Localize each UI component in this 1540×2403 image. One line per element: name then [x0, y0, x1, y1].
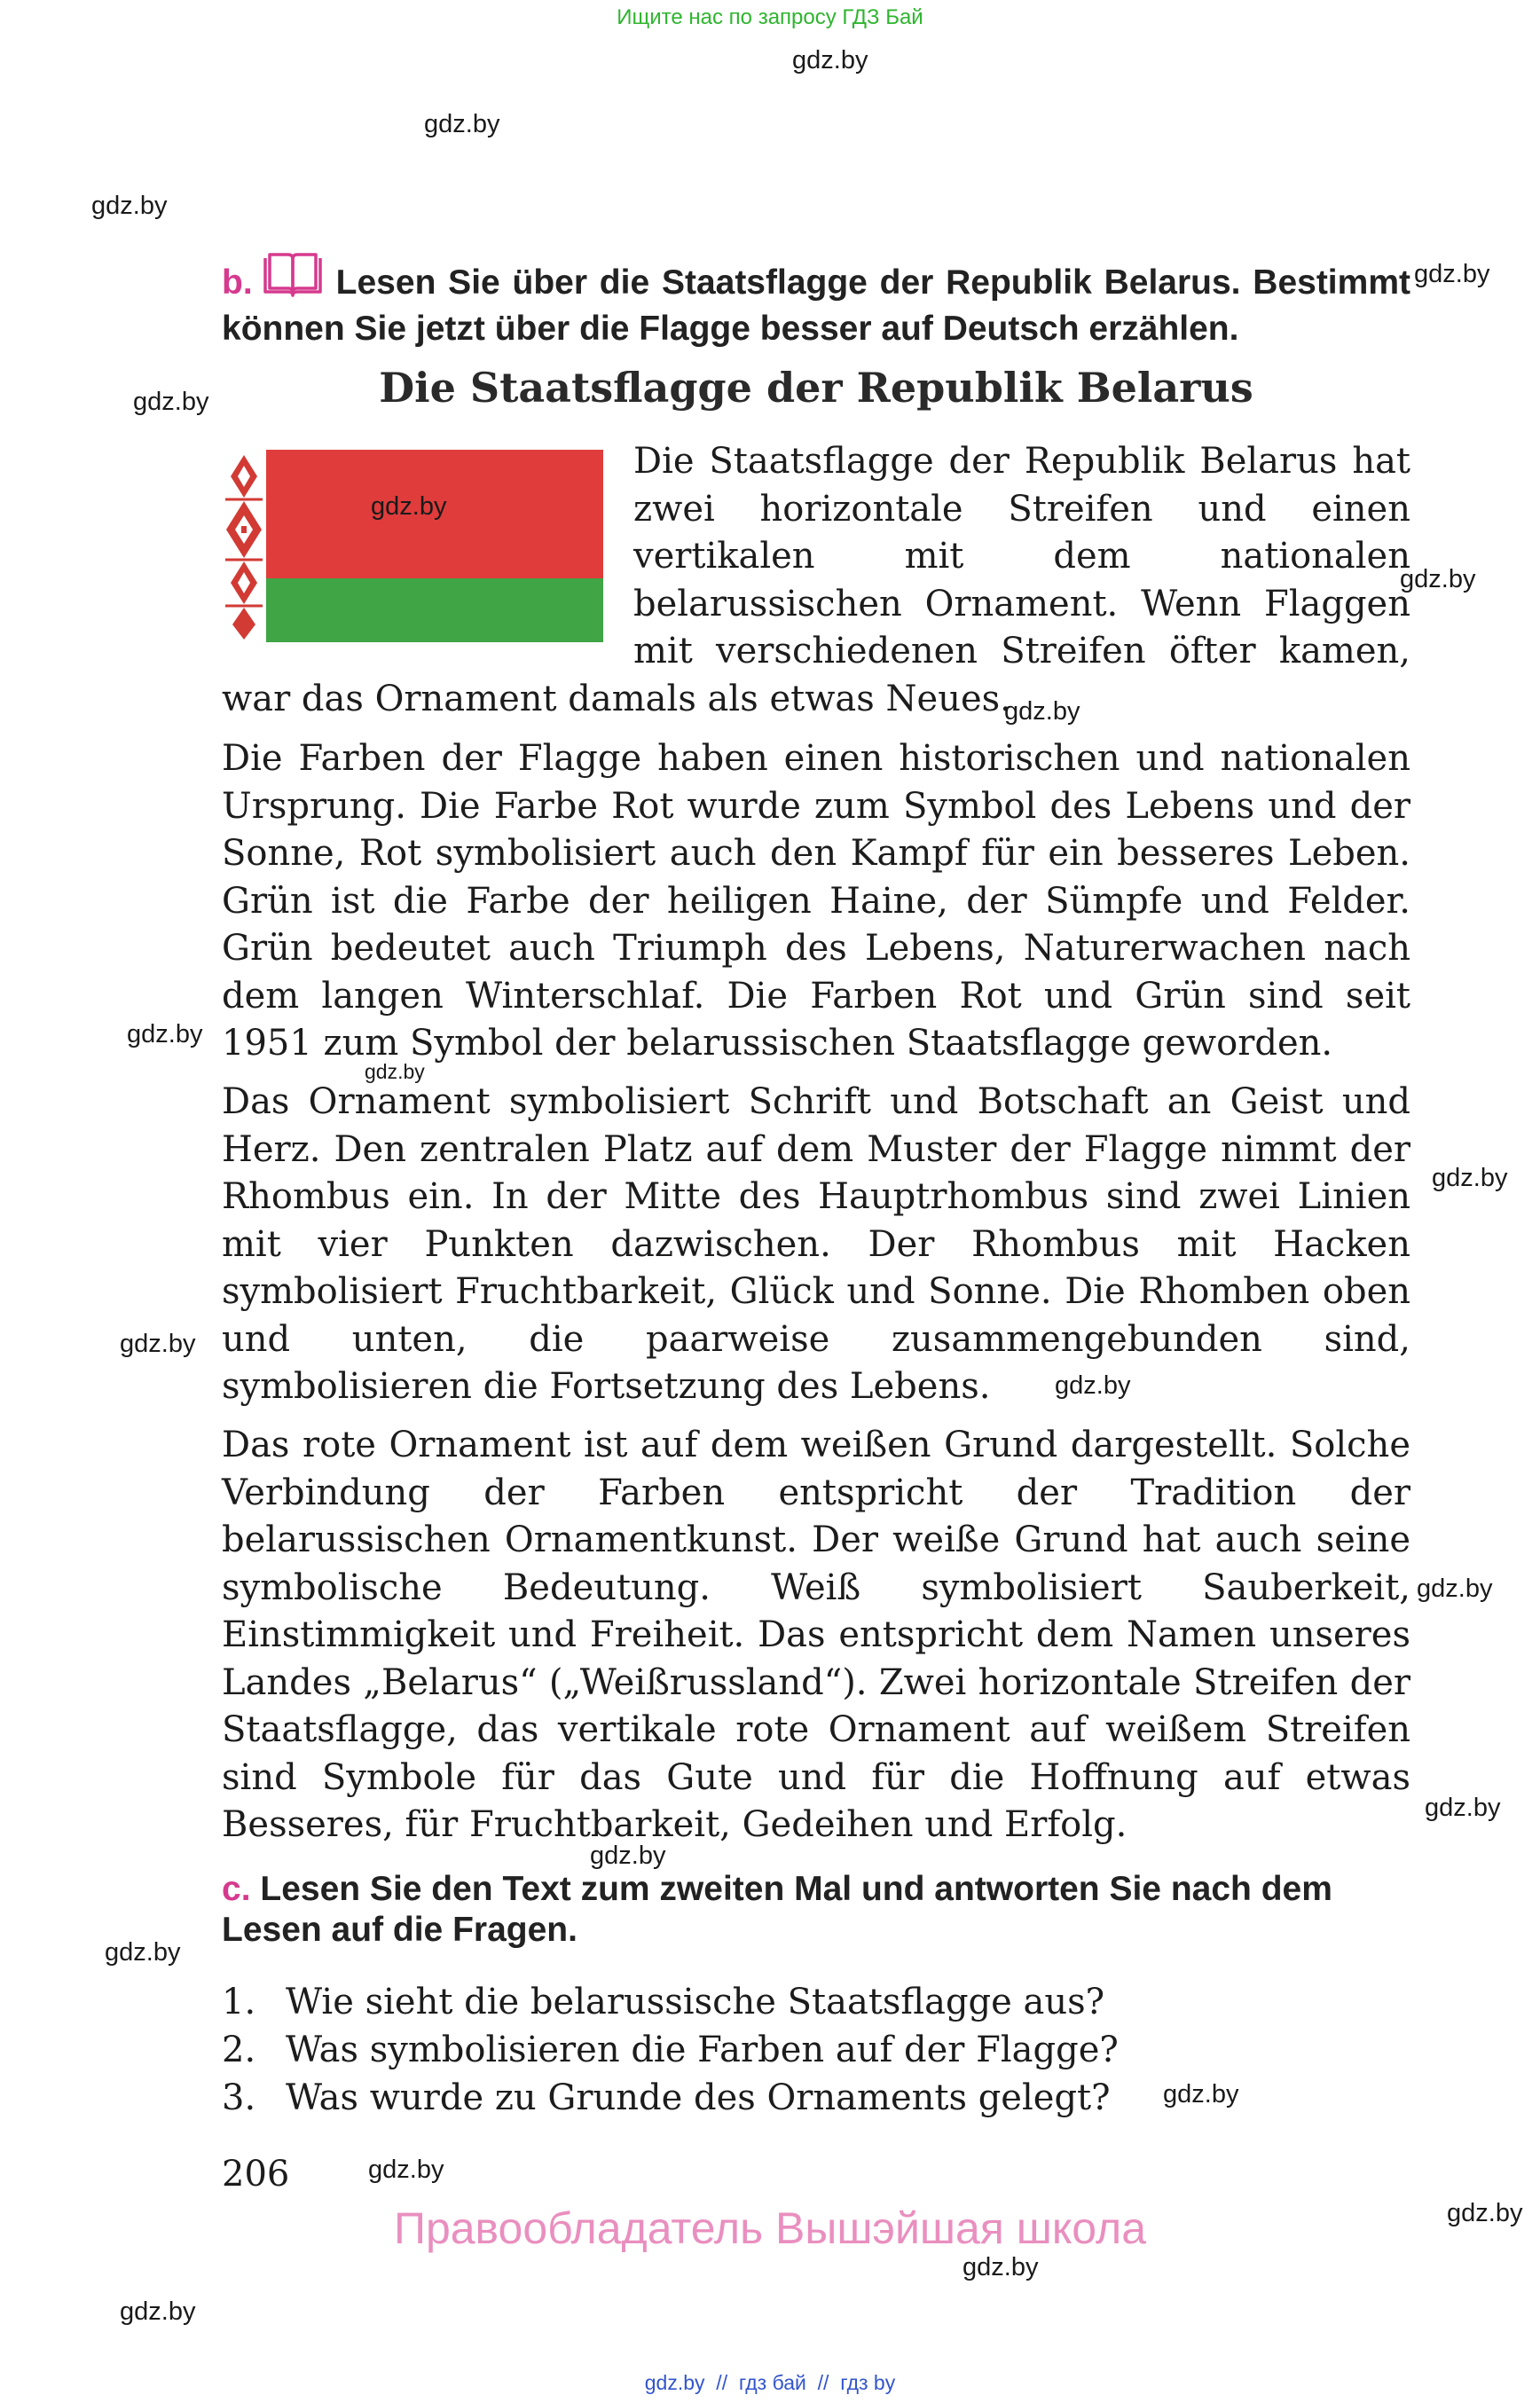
- list-item: [222, 1978, 1410, 2026]
- watermark: gdz.by: [1055, 1371, 1131, 1400]
- task-b-instruction: [222, 251, 1410, 349]
- article-title: Die Staatsflagge der Republik Belarus: [379, 364, 1253, 412]
- question-number: 1.: [222, 1982, 256, 2022]
- watermark: gdz.by: [1425, 1794, 1501, 1822]
- watermark: gdz.by: [127, 1020, 203, 1048]
- task-c-text: Lesen Sie den Text zum zweiten Mal und antworten Sie nach dem Lesen auf die Fragen.: [222, 1870, 1332, 1949]
- task-b-text: Lesen Sie über die Staatsflagge der Republik Belarus. Bestimmt können Sie jetzt über die Flagge besser auf Deutsch erzählen.: [222, 263, 1410, 348]
- top-banner[interactable]: Ищите нас по запросу ГДЗ Бай: [617, 5, 923, 29]
- task-c-instruction: [222, 1869, 1410, 1951]
- question-number: 3.: [222, 2077, 256, 2118]
- article-paragraph-2: Die Farben der Flagge haben einen historischen und nationalen Ursprung. Die Farbe Rot wurde zum Symbol des Lebens und der Sonne, Rot symbolisiert auch den Kampf für ein besseres Leben. Grün ist die Farbe der heiligen Haine, der Sümpfe und Felder. Grün bedeutet auch Triumph des Lebens, Naturerwachen nach dem langen Winterschlaf. Die Farben Rot und Grün sind seit 1951 zum Symbol der belarussischen Staatsflagge geworden.: [222, 738, 1410, 1064]
- task-c-letter: c.: [222, 1870, 251, 1908]
- watermark: gdz.by: [133, 388, 209, 416]
- question-list: [222, 1978, 1410, 2122]
- article-paragraph-3: Das Ornament symbolisiert Schrift und Botschaft an Geist und Herz. Den zentralen Platz auf dem Muster der Flagge nimmt der Rhombus ein. In der Mitte des Hauptrhombus sind zwei Linien mit vier Punkten dazwischen. Der Rhombus mit Hacken symbolisiert Fruchtbarkeit, Glück und Sonne. Die Rhomben oben und unten, die paarweise zusammengebunden sind, symbolisieren die Fortsetzung des Lebens.: [222, 1081, 1410, 1407]
- page-number: 206: [222, 2154, 290, 2195]
- article-paragraph-1: [222, 438, 1410, 723]
- question-text: Was symbolisieren die Farben auf der Flagge?: [286, 2030, 1119, 2070]
- watermark: gdz.by: [1447, 2199, 1523, 2227]
- watermark: gdz.by: [365, 1060, 425, 1083]
- watermark: gdz.by: [1417, 1575, 1493, 1603]
- question-number: 2.: [222, 2030, 256, 2070]
- footer-links[interactable]: gdz.by // гдз бай // гдз by: [644, 2371, 896, 2394]
- article-paragraph-4: Das rote Ornament ist auf dem weißen Grund dargestellt. Solche Verbindung der Farben entspricht der Tradition der belarussischen Ornamentkunst. Der weiße Grund hat auch seine symbolische Bedeutung. Weiß symbolisiert Sauberkeit, Einstimmigkeit und Freiheit. Das entspricht dem Namen unseres Landes „Belarus“ („Weißrussland“). Zwei horizontale Streifen der Staatsflagge, das vertikale rote Ornament auf weißem Streifen sind Symbole für das Gute und für die Hoffnung auf etwas Besseres, für Fruchtbarkeit, Gedeihen und Erfolg.: [222, 1425, 1410, 1845]
- watermark: gdz.by: [1004, 697, 1080, 726]
- watermark: gdz.by: [91, 192, 168, 220]
- watermark: gdz.by: [368, 2156, 444, 2184]
- watermark: gdz.by: [105, 1938, 181, 1967]
- watermark: gdz.by: [1400, 565, 1476, 593]
- flag-float-spacer: [222, 438, 633, 665]
- article-intro: Die Staatsflagge der Republik Belarus hat zwei horizontale Streifen und einen vertikalen mit dem nationalen belarussischen Ornament. Wenn Flaggen mit verschiedenen Streifen öfter kamen, war das Ornament damals als etwas Neues.: [222, 441, 1410, 719]
- list-item: [222, 2074, 1410, 2122]
- watermark: gdz.by: [120, 2297, 196, 2326]
- list-item: [222, 2026, 1410, 2074]
- watermark: gdz.by: [1163, 2080, 1239, 2109]
- watermark: gdz.by: [120, 1330, 196, 1358]
- watermark: gdz.by: [371, 492, 447, 521]
- watermark: gdz.by: [962, 2253, 1039, 2281]
- question-text: Wie sieht die belarussische Staatsflagge aus?: [286, 1982, 1105, 2022]
- question-text: Was wurde zu Grunde des Ornaments gelegt?: [286, 2077, 1111, 2118]
- watermark: gdz.by: [1414, 260, 1490, 288]
- copyright-notice: Правообладатель Вышэйшая школа: [394, 2203, 1146, 2253]
- watermark: gdz.by: [424, 110, 500, 138]
- open-book-icon: [262, 251, 324, 309]
- watermark: gdz.by: [590, 1842, 666, 1870]
- task-b-letter: b.: [222, 263, 253, 302]
- watermark: gdz.by: [1432, 1164, 1508, 1192]
- watermark: gdz.by: [792, 46, 868, 75]
